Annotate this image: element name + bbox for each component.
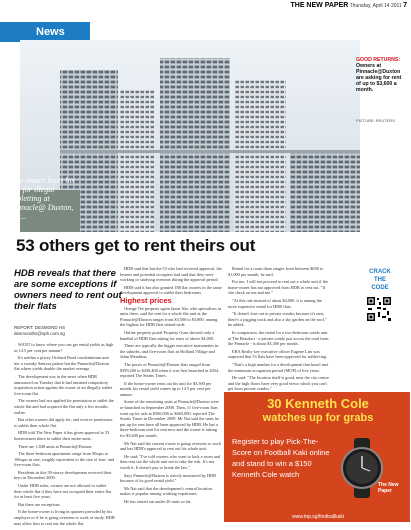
paragraph: WANT to know where you can get rental yields as high as 14.5 per cent per annum? <box>14 342 114 353</box>
photo-caption: One owner loses his flat for illegal subletting at Pinnacle@ Duxton, but... <box>10 176 75 221</box>
photo-credit: PICTURE: REUTERS <box>356 118 395 123</box>
ad-url[interactable]: www.tnp.sg/footballkaki <box>292 514 344 520</box>
crack-line-2: THE <box>374 277 386 283</box>
crack-line-1: CRACK <box>369 269 391 275</box>
paragraph: For me, I will not proceed to rent out a whole unit if the home-owner has not approved from HDB to rent out. "If she check on me and me." <box>228 279 328 296</box>
paragraph: Mr Nai said that the development's central location makes it popular among working expatriates. <box>120 485 212 497</box>
ad-title: 30 Kenneth Cole <box>267 396 369 411</box>
article-column-1 <box>14 342 115 528</box>
paragraph: The prices of Pinnacle@Duxton flats ranged from $399,200 to $430,400 when it was first launched in 2004, reported The Straits Times. <box>120 361 220 379</box>
paragraph: If the home-owner rents out his unit for $3,500 per month, his rental yield comes up to 14.5 per cent per annum. <box>120 380 212 397</box>
paragraph: He said: "The location itself is good, near the city centre and the high floors have very good views which you can't get from private condos." <box>228 375 329 392</box>
subheading: Highest prices <box>120 295 172 305</box>
masthead: THE NEW PAPER <box>290 2 349 9</box>
paragraph: Rental for a room there ranges from between $600 to $1,000 per month, he said. <box>228 266 324 277</box>
paragraph: The owners had not applied for permission to sublet the whole flat and had acquired the flat only a few months earlier. <box>14 398 114 415</box>
paragraph: He said: "I've told owners who want to look a room and then rent out the whole unit not to take the risk. It's not worth it. It doesn't pay to break the law." <box>120 453 220 470</box>
crack-line-3: CODE <box>371 285 389 291</box>
paragraph: He has rented out under 20 units so far. <box>124 498 192 504</box>
subhead: HDB reveals that there are some exceptions if owners need to rent out their flats <box>14 268 122 312</box>
paragraph: HDB said it has also granted 188 flat owners in the same development approval to sublet their bedrooms. <box>120 284 222 296</box>
paragraph: HDB said that but the 53 who had received approval, the lessees and potential occupiers had said that they were working or studying overseas during the approval period. <box>120 266 222 283</box>
paragraph: It's neither a pricey Orchard Road condominium unit nor a swanky Sentosa palace but the Pinnacle@Duxton flat where yields double the market average. <box>14 355 110 372</box>
paragraph: "That's a high number for a development that hasn't met the minimum occupation period (MOP) of five years. <box>228 361 329 373</box>
paragraph: Says Pinnacle@Duxton is strictly monitored by HDB because of its good rental yield." <box>120 472 217 484</box>
ad-subtitle: watches up for grabs <box>262 412 374 424</box>
advertisement[interactable] <box>224 392 410 522</box>
paragraph: Residents in this 50-storey development received their keys in December 2009. <box>14 469 112 481</box>
ad-body: Register to play Pick-The-Score on Football Kaki online and stand to win a $150 Kenneth Cole watch <box>232 437 330 479</box>
paragraph: ERA Realty key executive officer Eugene Lim was surprised that 53 flats have been approved for sublet-ting. <box>228 348 328 360</box>
paragraph: Online property portal Property Guru showed only a handful of HDB flats asking for rents of above $4,000. <box>120 329 215 341</box>
paragraph: There are 1,848 units at Pinnacle@Duxton. <box>18 443 93 449</box>
article-column-2 <box>120 266 222 507</box>
section-label: News <box>36 26 65 38</box>
paragraph: "At this rate instead of about $4,000, it is among the more expensive rental for HDB flats. <box>228 297 322 309</box>
paragraph: These are typically the bigger executive maisonettes in the suburbs, and five-room flats in Holland Village and Jalan Membina. <box>120 343 219 360</box>
section-bar <box>0 22 90 42</box>
paragraph: HDB told The New Paper it has given approval to 53 homeowners there to sublet their entire units. <box>14 430 110 441</box>
byline-email: desmondhs@sph.com.sg <box>14 331 65 336</box>
byline <box>14 325 65 337</box>
crack-the-code-box <box>360 268 400 292</box>
headline: 53 others get to rent theirs out <box>16 236 256 255</box>
issue-date: Thursday, April 14 2011 <box>349 3 402 9</box>
paragraph: The development was in the news when HDB announced on Tuesday that it had initiated compulsory acquisition action against the owner of an illegally sublet five-room flat. <box>14 373 113 396</box>
paragraph: In comparison, the rental for a two-bedroom condo unit at The Beaufort - a private condo just across the road from the Pinnacle - is about $3,300 per month. <box>228 329 329 347</box>
paragraph: Under HDB rules, owners are not allowed to sublet their whole flat if they have not occupied their entire flat for at least five years. <box>14 483 112 500</box>
page-number: 7 <box>403 2 407 9</box>
byline-reporter: REPORT: DESMOND HS <box>14 325 66 330</box>
paragraph: But there are exceptions. <box>18 501 61 507</box>
paragraph: Orange Tee property agent Jason Nai, who specialises in units there, said the rent for a whole flat unit at the Pinnacle@Duxton ranges from $3,500 to $3,800, among the highest for HDB flats island-wide. <box>120 305 222 328</box>
paragraph: Some of the remaining units at Pinnacle@Duxton were re-launched in September 2008. Then, 11 five-room flats went up for sale at $560,000 to $665,000, reported The Straits Times in December 2009. Mr Nai said the units he put up for rent have all been approved by HDB. He has a three-bedroom unit for rent now and the owner is asking for $3,600 per month. <box>120 399 220 439</box>
page-header <box>290 2 407 9</box>
paragraph: Mr Nai said the current owner is going overseas to work and has HDB's approval to rent out his whole unit. <box>120 440 221 452</box>
callout-text: Owners at Pinnacle@Duxton are asking for rent of up to $3,600 a month. <box>356 63 402 93</box>
paragraph: "It doesn't lose out to private condos because it's new, there's a jogging track and also a sky garden on the roof," he added. <box>228 311 327 328</box>
ad-logo: The New Paper <box>378 482 399 494</box>
callout-head: GOOD RETURNS: <box>356 57 401 63</box>
paragraph: The three-bedroom apartments range from 90sqm to 106sqm in size, roughly equivalent to the size of four- and five-room flats. <box>14 451 115 468</box>
paragraph: But other owners did apply for, and receive permission to sublet their whole flat. <box>14 417 113 428</box>
paragraph: If the home-owner is living in quarters provided by his employer or if he is going overseas to work or study, HDB may allow him to rent out the whole flat. <box>14 509 115 526</box>
article-column-3 <box>228 266 331 394</box>
qr-code-icon[interactable] <box>366 296 392 322</box>
sidebar-callout <box>356 57 406 93</box>
